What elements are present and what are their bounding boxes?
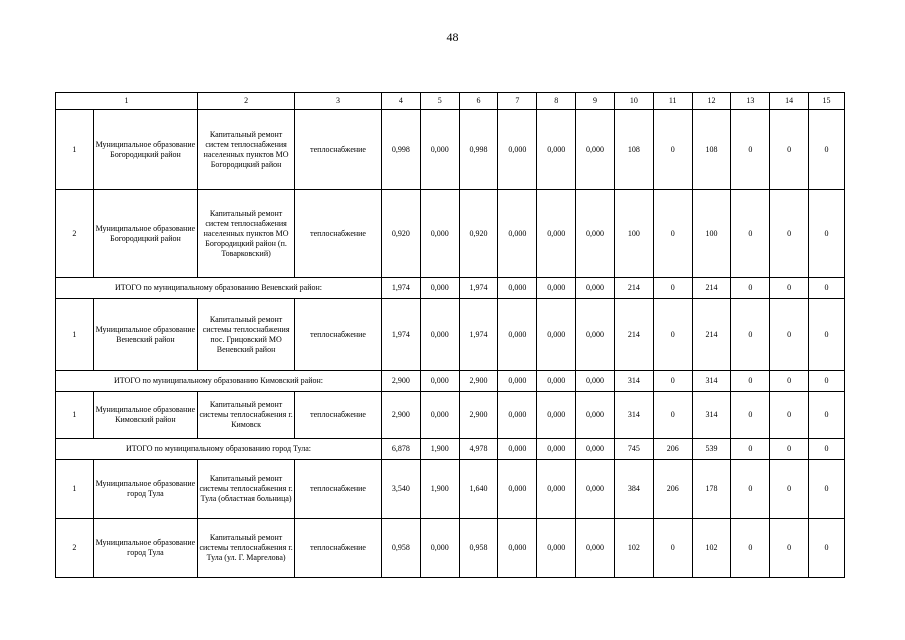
value-cell: 1,974: [381, 278, 420, 299]
municipality-cell: Муниципальное образование Богородицкий район: [93, 190, 197, 278]
value-cell: 0,000: [537, 519, 576, 578]
value-cell: 0: [770, 460, 809, 519]
header-cell: 8: [537, 93, 576, 110]
total-row: [56, 371, 845, 392]
value-cell: 0,000: [576, 519, 615, 578]
header-cell: 12: [692, 93, 731, 110]
value-cell: 0,000: [420, 278, 459, 299]
value-cell: 0,000: [576, 460, 615, 519]
type-cell: теплоснабжение: [295, 190, 382, 278]
row-number: 2: [56, 190, 94, 278]
value-cell: 214: [614, 299, 653, 371]
value-cell: 1,974: [381, 299, 420, 371]
header-cell: 4: [381, 93, 420, 110]
value-cell: 6,878: [381, 439, 420, 460]
value-cell: 0,998: [381, 110, 420, 190]
value-cell: 0,000: [420, 519, 459, 578]
value-cell: 0,000: [420, 392, 459, 439]
value-cell: 0: [809, 519, 845, 578]
value-cell: 0,000: [537, 371, 576, 392]
total-row: [56, 439, 845, 460]
table-row: [56, 519, 845, 578]
value-cell: 0,000: [537, 460, 576, 519]
table-row: [56, 110, 845, 190]
value-cell: 0,000: [576, 392, 615, 439]
value-cell: 206: [653, 439, 692, 460]
value-cell: 108: [614, 110, 653, 190]
value-cell: 0,000: [498, 299, 537, 371]
value-cell: 206: [653, 460, 692, 519]
value-cell: 0: [731, 278, 770, 299]
value-cell: 2,900: [381, 371, 420, 392]
header-cell: 3: [295, 93, 382, 110]
value-cell: 214: [614, 278, 653, 299]
value-cell: 0,000: [498, 190, 537, 278]
header-cell: 10: [614, 93, 653, 110]
value-cell: 0: [653, 190, 692, 278]
table-header-row: [56, 93, 845, 110]
value-cell: 0,000: [576, 439, 615, 460]
row-number: 1: [56, 392, 94, 439]
value-cell: 0,920: [381, 190, 420, 278]
value-cell: 0,000: [498, 392, 537, 439]
type-cell: теплоснабжение: [295, 110, 382, 190]
page-number: 48: [446, 30, 459, 44]
header-cell: 15: [809, 93, 845, 110]
value-cell: 314: [614, 371, 653, 392]
value-cell: 0: [770, 190, 809, 278]
value-cell: 0: [770, 519, 809, 578]
value-cell: 0: [653, 519, 692, 578]
value-cell: 0,000: [420, 110, 459, 190]
municipality-cell: Муниципальное образование Кимовский район: [93, 392, 197, 439]
project-cell: Капитальный ремонт системы теплоснабжения пос. Грицовский МО Веневский район: [198, 299, 295, 371]
value-cell: 0: [653, 299, 692, 371]
value-cell: 0: [653, 371, 692, 392]
project-cell: Капитальный ремонт систем теплоснабжения населенных пунктов МО Богородицкий район: [198, 110, 295, 190]
header-cell: 2: [198, 93, 295, 110]
value-cell: 1,900: [420, 460, 459, 519]
table-row: [56, 460, 845, 519]
value-cell: 0,000: [498, 278, 537, 299]
value-cell: 0,000: [498, 460, 537, 519]
header-cell: 7: [498, 93, 537, 110]
municipality-cell: Муниципальное образование город Тула: [93, 519, 197, 578]
value-cell: 0,000: [537, 190, 576, 278]
value-cell: 0,000: [537, 439, 576, 460]
value-cell: 0,000: [420, 190, 459, 278]
header-cell: 14: [770, 93, 809, 110]
value-cell: 0: [809, 371, 845, 392]
value-cell: 0: [731, 392, 770, 439]
header-cell: 6: [459, 93, 498, 110]
value-cell: 314: [692, 392, 731, 439]
value-cell: 0: [809, 190, 845, 278]
municipality-cell: Муниципальное образование Богородицкий район: [93, 110, 197, 190]
value-cell: 0,000: [576, 278, 615, 299]
header-cell: 5: [420, 93, 459, 110]
table-row: [56, 190, 845, 278]
value-cell: 0: [731, 110, 770, 190]
value-cell: 0: [809, 110, 845, 190]
value-cell: 384: [614, 460, 653, 519]
value-cell: 3,540: [381, 460, 420, 519]
row-number: 2: [56, 519, 94, 578]
value-cell: 539: [692, 439, 731, 460]
value-cell: 102: [614, 519, 653, 578]
header-cell: 13: [731, 93, 770, 110]
value-cell: 0,000: [576, 110, 615, 190]
project-cell: Капитальный ремонт системы теплоснабжения г. Тула (ул. Г. Маргелова): [198, 519, 295, 578]
value-cell: 745: [614, 439, 653, 460]
value-cell: 0,000: [537, 392, 576, 439]
project-cell: Капитальный ремонт систем теплоснабжения населенных пунктов МО Богородицкий район (п. Товарковский): [198, 190, 295, 278]
value-cell: 314: [692, 371, 731, 392]
type-cell: теплоснабжение: [295, 460, 382, 519]
value-cell: 0: [731, 190, 770, 278]
total-label: ИТОГО по муниципальному образованию Кимовский район:: [56, 371, 382, 392]
value-cell: 0,000: [576, 190, 615, 278]
municipality-cell: Муниципальное образование Веневский район: [93, 299, 197, 371]
value-cell: 0: [770, 371, 809, 392]
value-cell: 0: [770, 110, 809, 190]
capital-repair-table: [55, 92, 845, 578]
value-cell: 214: [692, 278, 731, 299]
value-cell: 0,000: [498, 371, 537, 392]
value-cell: 0,000: [537, 299, 576, 371]
value-cell: 0,958: [381, 519, 420, 578]
value-cell: 1,900: [420, 439, 459, 460]
value-cell: 102: [692, 519, 731, 578]
value-cell: 0,000: [420, 371, 459, 392]
value-cell: 0,000: [498, 439, 537, 460]
row-number: 1: [56, 299, 94, 371]
value-cell: 0,000: [576, 299, 615, 371]
value-cell: 1,974: [459, 278, 498, 299]
row-number: 1: [56, 110, 94, 190]
value-cell: 100: [692, 190, 731, 278]
value-cell: 0: [731, 439, 770, 460]
value-cell: 0,000: [498, 519, 537, 578]
value-cell: 108: [692, 110, 731, 190]
value-cell: 0: [731, 519, 770, 578]
value-cell: 0,000: [420, 299, 459, 371]
value-cell: 0: [770, 299, 809, 371]
type-cell: теплоснабжение: [295, 519, 382, 578]
value-cell: 0,998: [459, 110, 498, 190]
value-cell: 1,974: [459, 299, 498, 371]
value-cell: 0: [809, 439, 845, 460]
value-cell: 0,000: [537, 278, 576, 299]
value-cell: 0: [653, 278, 692, 299]
header-cell: 11: [653, 93, 692, 110]
header-cell: 9: [576, 93, 615, 110]
value-cell: 0: [770, 278, 809, 299]
table-row: [56, 299, 845, 371]
value-cell: 0,920: [459, 190, 498, 278]
header-cell: 1: [56, 93, 198, 110]
value-cell: 214: [692, 299, 731, 371]
type-cell: теплоснабжение: [295, 299, 382, 371]
value-cell: 2,900: [381, 392, 420, 439]
value-cell: 0: [809, 392, 845, 439]
project-cell: Капитальный ремонт системы теплоснабжения г. Тула (областная больница): [198, 460, 295, 519]
value-cell: 178: [692, 460, 731, 519]
total-label: ИТОГО по муниципальному образованию Веневский район:: [56, 278, 382, 299]
value-cell: 0,958: [459, 519, 498, 578]
municipality-cell: Муниципальное образование город Тула: [93, 460, 197, 519]
total-row: [56, 278, 845, 299]
value-cell: 0: [809, 299, 845, 371]
value-cell: 0: [731, 460, 770, 519]
value-cell: 2,900: [459, 371, 498, 392]
total-label: ИТОГО по муниципальному образованию город Тула:: [56, 439, 382, 460]
value-cell: 0: [770, 392, 809, 439]
row-number: 1: [56, 460, 94, 519]
value-cell: 0: [809, 460, 845, 519]
value-cell: 2,900: [459, 392, 498, 439]
value-cell: 314: [614, 392, 653, 439]
value-cell: 0,000: [576, 371, 615, 392]
value-cell: 0,000: [498, 110, 537, 190]
value-cell: 0: [770, 439, 809, 460]
value-cell: 0: [731, 299, 770, 371]
value-cell: 0: [731, 371, 770, 392]
value-cell: 100: [614, 190, 653, 278]
value-cell: 0: [653, 110, 692, 190]
project-cell: Капитальный ремонт системы теплоснабжения г. Кимовск: [198, 392, 295, 439]
table-row: [56, 392, 845, 439]
value-cell: 1,640: [459, 460, 498, 519]
value-cell: 4,978: [459, 439, 498, 460]
type-cell: теплоснабжение: [295, 392, 382, 439]
value-cell: 0: [653, 392, 692, 439]
value-cell: 0,000: [537, 110, 576, 190]
value-cell: 0: [809, 278, 845, 299]
